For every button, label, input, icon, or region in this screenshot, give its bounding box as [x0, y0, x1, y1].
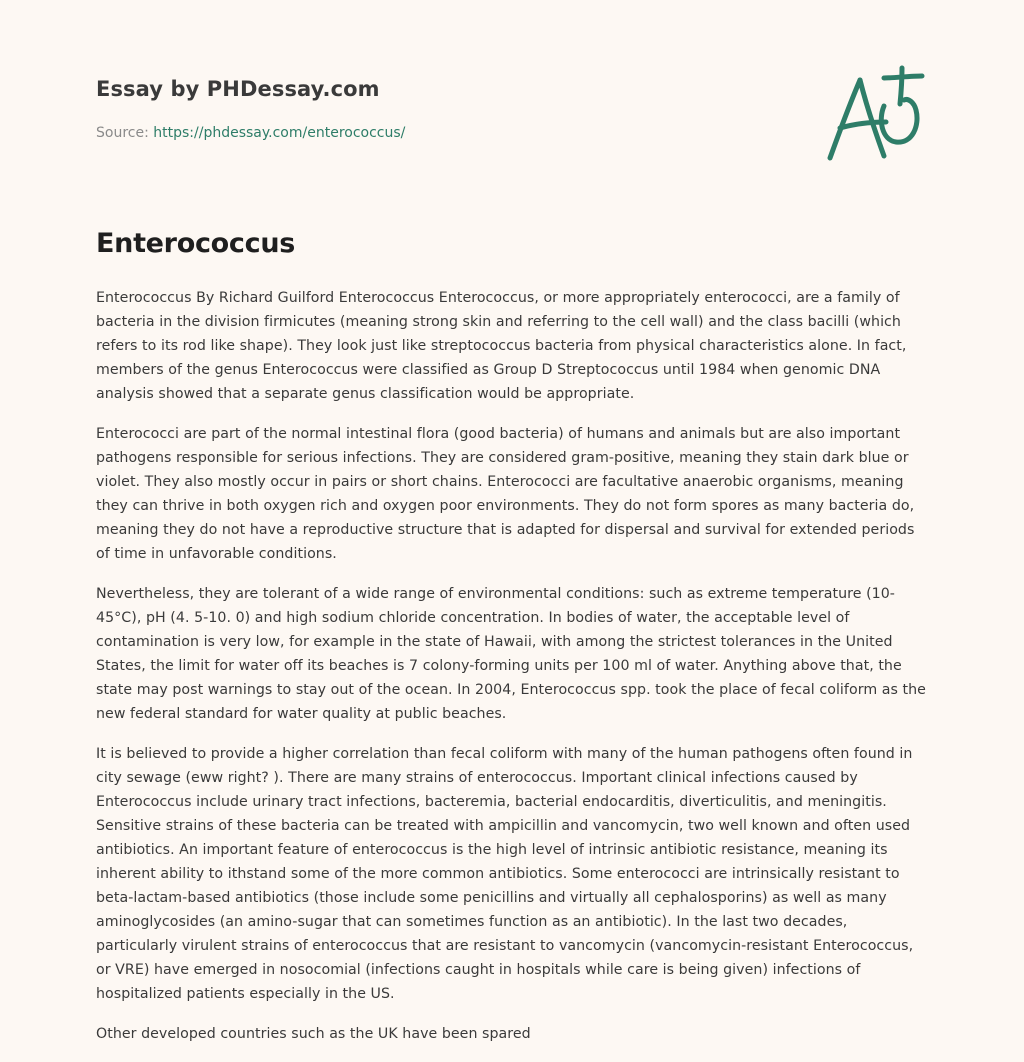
source-label: Source:: [96, 125, 149, 141]
article-paragraph: Enterococci are part of the normal intestinal flora (good bacteria) of humans and animals but are also important pathogens responsible for serious infections. They are considered gram-positive, meaning they stain dark blue or violet. They also mostly occur in pairs or short chains. Enterococci are facultative anaerobic organisms, meaning they can thrive in both oxygen rich and oxygen poor environments. They do not form spores as many bacteria do, meaning they do not have a reproductive structure that is adapted for dispersal and survival for extended periods of time in unfavorable conditions.: [96, 426, 915, 562]
source-link[interactable]: https://phdessay.com/enterococcus/: [153, 125, 406, 141]
article-title: Enterococcus: [96, 228, 296, 259]
article-paragraph: It is believed to provide a higher correlation than fecal coliform with many of the human pathogens often found in city sewage (eww right? ). There are many strains of enterococcus. Important clinical infections caused by Enterococcus include urinary tract infections, bacteremia, bacterial endocarditis, diverticulitis, and meningitis. Sensitive strains of these bacteria can be treated with ampicillin and vancomycin, two well known and often used antibiotics. An important feature of enterococcus is the high level of intrinsic antibiotic resistance, meaning its inherent ability to ithstand some of the more common antibiotics. Some enterococci are intrinsically resistant to beta-lactam-based antibiotics (those include some penicillins and virtually all cephalosporins) as well as many aminoglycosides (an amino-sugar that can sometimes function as an antibiotic). In the last two decades, particularly virulent strains of enterococcus that are resistant to vancomycin (vancomycin-resistant Enterococcus, or VRE) have emerged in nosocomial (infections caught in hospitals while care is being given) infections of hospitalized patients especially in the US.: [96, 746, 914, 1002]
article-paragraph: Other developed countries such as the UK have been spared: [96, 1026, 531, 1042]
article-paragraph: Nevertheless, they are tolerant of a wide range of environmental conditions: such as extreme temperature (10-45°C), pH (4. 5-10. 0) and high sodium chloride concentration. In bodies of water, the acceptable level of contamination is very low, for example in the state of Hawaii, with among the strictest tolerances in the United States, the limit for water off its beaches is 7 colony-forming units per 100 ml of water. Anything above that, the state may post warnings to stay out of the ocean. In 2004, Enterococcus spp. took the place of fecal coliform as the new federal standard for water quality at public beaches.: [96, 586, 926, 722]
source-line: [96, 122, 796, 144]
article-body: [96, 286, 932, 1062]
a-plus-grade-icon: [818, 64, 928, 168]
a-plus-logo-svg: [818, 64, 928, 168]
article-paragraph: Enterococcus By Richard Guilford Enterococcus Enterococcus, or more appropriately enterococci, are a family of bacteria in the division firmicutes (meaning strong skin and referring to the cell wall) and the class bacilli (which refers to its rod like shape). They look just like streptococcus bacteria from physical characteristics alone. In fact, members of the genus Enterococcus were classified as Group D Streptococcus until 1984 when genomic DNA analysis showed that a separate genus classification would be appropriate.: [96, 290, 907, 402]
page-header: [96, 72, 796, 144]
site-title: Essay by PHDessay.com: [96, 77, 380, 101]
